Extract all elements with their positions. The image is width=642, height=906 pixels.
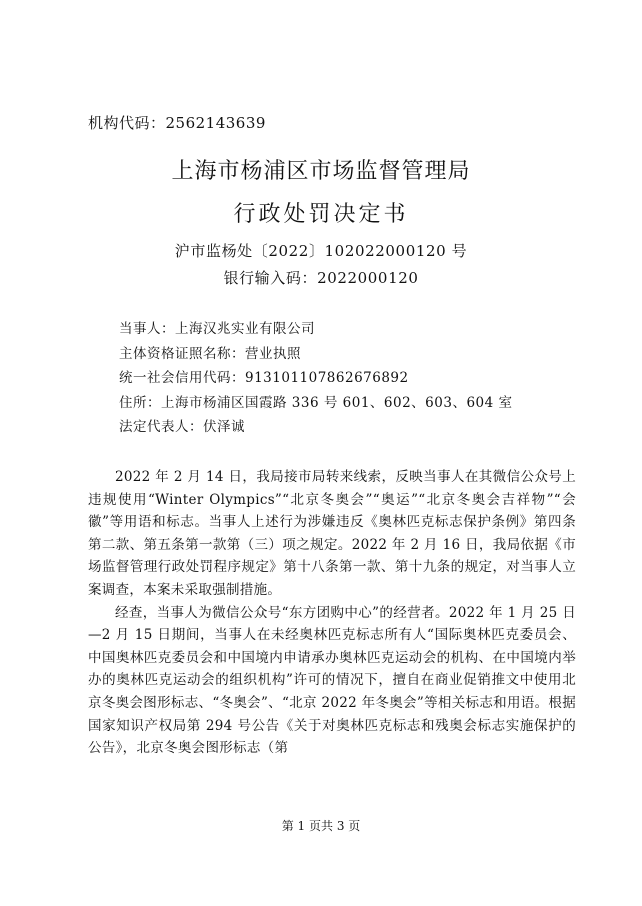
license-type: 主体资格证照名称：营业执照	[119, 345, 301, 362]
legal-representative: 法定代表人：伏泽诚	[119, 419, 245, 435]
body-paragraph-2: 经查，当事人为微信公众号“东方团购中心”的经营者。2022 年 1 月 25 日—2 月 15 日期间，当事人在未经奥林匹克标志所有人“国际奥林匹克委员会、中国奥林匹克委员会和中国境内申请承办奥林匹克运动会的机构、在中国境内举办的奥林匹克运动会的组织机构”许可的情况下，擅自在商业促销推文中使用北京冬奥会图形标志、“冬奥会”、“北京 2022 年冬奥会”等相关标志和用语。根据国家知识产权局第 294 号公告《关于对奥林匹克标志和残奥会标志实施保护的公告》，北京冬奥会图形标志（第	[88, 604, 576, 757]
party-name: 当事人：上海汉兆实业有限公司	[119, 321, 315, 337]
page-number-footer: 第 1 页共 3 页	[281, 819, 361, 833]
organization-code: 机构代码：2562143639	[88, 114, 266, 132]
credit-code: 统一社会信用代码：913101107862676892	[119, 370, 409, 386]
body-paragraph-1: 2022 年 2 月 14 日，我局接市局转来线索，反映当事人在其微信公众号上违规使用“Winter Olympics”“北京冬奥会”“奥运”“北京冬奥会吉祥物”“会徽”等用语和标志。当事人上述行为涉嫌违反《奥林匹克标志保护条例》第四条第二款、第五条第一款第（三）项之规定。2022 年 2 月 16 日，我局依据《市场监督管理行政处罚程序规定》第十八条第一款、第十九条的规定，对当事人立案调查，本案未采取强制措施。	[88, 469, 576, 598]
party-info-block	[119, 317, 579, 440]
decision-body	[88, 466, 576, 760]
address: 住所：上海市杨浦区国霞路 336 号 601、602、603、604 室	[119, 394, 513, 411]
bank-input-code: 银行输入码：2022000120	[223, 269, 419, 287]
document-number: 沪市监杨处〔2022〕102022000120 号	[174, 242, 468, 260]
issuing-authority-title: 上海市杨浦区市场监督管理局	[171, 159, 471, 184]
document-title: 行政处罚决定书	[233, 202, 409, 227]
